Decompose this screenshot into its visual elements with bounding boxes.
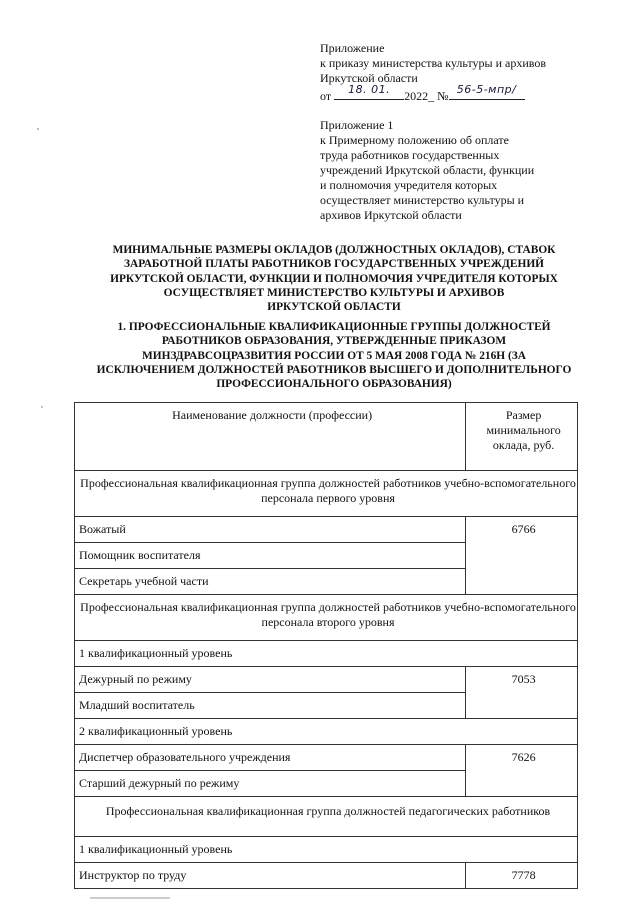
position-cell: Секретарь учебной части bbox=[75, 569, 466, 595]
appendix-1-line: Приложение 1 bbox=[320, 118, 394, 132]
region-name: Иркутской области bbox=[320, 71, 418, 85]
appendix-label: Приложение bbox=[320, 41, 385, 55]
title-line: ИРКУТСКОЙ ОБЛАСТИ bbox=[267, 301, 401, 314]
order-date-number-line: от 18. 01. 2022_ № 56-5-мпр/ bbox=[320, 86, 620, 104]
salary-cell: 7626 bbox=[466, 745, 578, 797]
date-field bbox=[334, 83, 404, 100]
position-cell: Дежурный по режиму bbox=[75, 667, 466, 693]
section-line: ПРОФЕССИОНАЛЬНОГО ОБРАЗОВАНИЯ) bbox=[216, 378, 452, 391]
title-line: ЗАРАБОТНОЙ ПЛАТЫ РАБОТНИКОВ ГОСУДАРСТВЕННЫХ УЧРЕЖДЕНИЙ bbox=[123, 258, 545, 271]
salary-table bbox=[74, 402, 578, 889]
table-header-row bbox=[75, 403, 578, 471]
order-year: 2022 bbox=[404, 89, 429, 103]
group-title: Профессиональная квалификационная группа должностей работников учебно-вспомогательного персонала первого уровня bbox=[75, 471, 578, 517]
position-cell: Помощник воспитателя bbox=[75, 543, 466, 569]
group-header-row bbox=[75, 595, 578, 641]
section-line: 1. ПРОФЕССИОНАЛЬНЫЕ КВАЛИФИКАЦИОННЫЕ ГРУППЫ ДОЛЖНОСТЕЙ bbox=[117, 321, 551, 333]
group-title: Профессиональная квалификационная группа должностей работников учебно-вспомогательного персонала второго уровня bbox=[75, 595, 578, 641]
level-row bbox=[75, 837, 578, 863]
salary-column-header bbox=[466, 403, 578, 471]
position-cell: Старший дежурный по режиму bbox=[75, 771, 466, 797]
order-appendix-block bbox=[320, 41, 620, 104]
title-line: ОСУЩЕСТВЛЯЕТ МИНИСТЕРСТВО КУЛЬТУРЫ И АРХИВОВ bbox=[163, 286, 505, 299]
appendix-1-line: учреждений Иркутской области, функции bbox=[320, 163, 535, 177]
title-line: ИРКУТСКОЙ ОБЛАСТИ, ФУНКЦИИ И ПОЛНОМОЧИЯ УЧРЕДИТЕЛЯ КОТОРЫХ bbox=[110, 272, 558, 285]
salary-cell: 7053 bbox=[466, 667, 578, 719]
appendix-1-line: архивов Иркутской области bbox=[320, 208, 462, 222]
position-cell: Инструктор по труду bbox=[75, 863, 466, 889]
salary-header-line: минимального bbox=[486, 423, 561, 437]
appendix-1-block bbox=[320, 118, 620, 223]
position-column-header: Наименование должности (профессии) bbox=[75, 403, 466, 471]
level-row bbox=[75, 641, 578, 667]
appendix-1-line: труда работников государственных bbox=[320, 148, 500, 162]
appendix-1-line: и полномочия учредителя которых bbox=[320, 178, 498, 192]
title-line: МИНИМАЛЬНЫЕ РАЗМЕРЫ ОКЛАДОВ (ДОЛЖНОСТНЫХ ОКЛАДОВ), СТАВОК bbox=[112, 244, 556, 256]
number-sign: № bbox=[437, 89, 449, 103]
section-line: МИНЗДРАВСОЦРАЗВИТИЯ РОССИИ ОТ 5 МАЯ 2008 ГОДА № 216Н (ЗА bbox=[141, 349, 527, 362]
table-row bbox=[75, 667, 578, 693]
position-cell: Младший воспитатель bbox=[75, 693, 466, 719]
salary-header-line: Размер bbox=[505, 408, 542, 422]
table-row bbox=[75, 745, 578, 771]
salary-cell: 6766 bbox=[466, 517, 578, 595]
appendix-1-line: к Примерному положению об оплате bbox=[320, 133, 509, 147]
section-line: ИСКЛЮЧЕНИЕМ ДОЛЖНОСТЕЙ РАБОТНИКОВ ВЫСШЕГО И ДОПОЛНИТЕЛЬНОГО bbox=[96, 363, 572, 376]
handwritten-number: 56-5-мпр/ bbox=[456, 83, 517, 96]
qualification-level: 1 квалификационный уровень bbox=[75, 641, 578, 667]
salary-cell: 7778 bbox=[466, 863, 578, 889]
qualification-level: 1 квалификационный уровень bbox=[75, 837, 578, 863]
table-row bbox=[75, 863, 578, 889]
handwritten-date: 18. 01. bbox=[348, 83, 391, 96]
group-header-row bbox=[75, 471, 578, 517]
group-header-row bbox=[75, 797, 578, 837]
order-reference: к приказу министерства культуры и архивов bbox=[320, 56, 547, 70]
number-field bbox=[449, 83, 525, 100]
appendix-1-line: осуществляет министерство культуры и bbox=[320, 193, 525, 207]
section-line: РАБОТНИКОВ ОБРАЗОВАНИЯ, УТВЕРЖДЕННЫЕ ПРИКАЗОМ bbox=[161, 335, 507, 348]
date-prefix: от bbox=[320, 89, 332, 103]
level-row bbox=[75, 719, 578, 745]
salary-header-line: оклада, руб. bbox=[492, 438, 555, 452]
section-1-heading bbox=[88, 320, 580, 391]
document-title bbox=[88, 243, 580, 314]
group-title: Профессиональная квалификационная группа должностей педагогических работников bbox=[75, 797, 578, 837]
table-row bbox=[75, 517, 578, 543]
qualification-level: 2 квалификационный уровень bbox=[75, 719, 578, 745]
position-cell: Диспетчер образовательного учреждения bbox=[75, 745, 466, 771]
position-cell: Вожатый bbox=[75, 517, 466, 543]
